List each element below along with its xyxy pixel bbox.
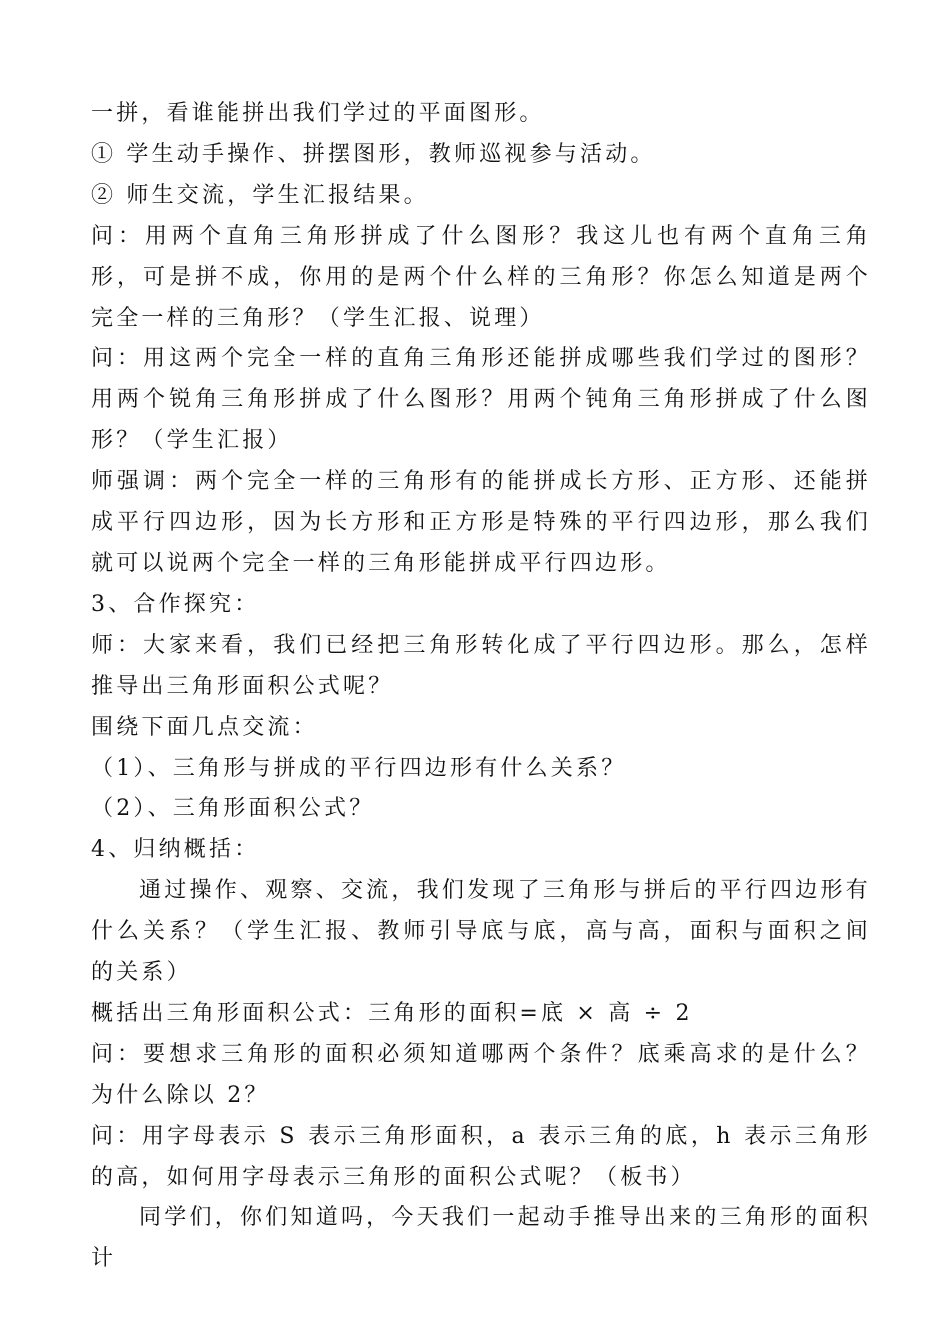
section-heading-4: 4、归纳概括： — [91, 837, 260, 863]
paragraph-17: 同学们，你们知道吗，今天我们一起动手推导出来的三角形的面积计 — [91, 1205, 871, 1272]
paragraph-13: 通过操作、观察、交流，我们发现了三角形与拼后的平行四边形有什么关系？（学生汇报、教师引导底与底，高与高，面积与面积之间的关系） — [91, 878, 871, 986]
section-heading-3: 3、合作探究： — [91, 591, 260, 617]
paragraph-4: 问：用两个直角三角形拼成了什么图形？我这儿也有两个直角三角形，可是拼不成，你用的是两个什么样的三角形？你怎么知道是两个完全一样的三角形？（学生汇报、说理） — [91, 223, 871, 331]
document-body — [91, 94, 871, 1280]
list-item-2: （2）、三角形面积公式？ — [91, 796, 375, 822]
list-item-1: （1）、三角形与拼成的平行四边形有什么关系？ — [91, 755, 627, 781]
paragraph-3: ② 师生交流，学生汇报结果。 — [91, 182, 429, 208]
paragraph-5: 问：用这两个完全一样的直角三角形还能拼成哪些我们学过的图形？用两个锐角三角形拼成了什么图形？用两个钝角三角形拼成了什么图形？（学生汇报） — [91, 346, 871, 454]
paragraph-9: 围绕下面几点交流： — [91, 714, 318, 740]
paragraph-15: 问：要想求三角形的面积必须知道哪两个条件？底乘高求的是什么？为什么除以 2？ — [91, 1041, 871, 1108]
paragraph-16: 问：用字母表示 S 表示三角形面积，a 表示三角的底，h 表示三角形的高，如何用字母表示三角形的面积公式呢？（板书） — [91, 1123, 871, 1190]
paragraph-1: 一拼，看谁能拼出我们学过的平面图形。 — [91, 101, 545, 126]
paragraph-8: 师：大家来看，我们已经把三角形转化成了平行四边形。那么，怎样推导出三角形面积公式呢？ — [91, 632, 871, 699]
paragraph-6: 师强调：两个完全一样的三角形有的能拼成长方形、正方形、还能拼成平行四边形，因为长方形和正方形是特殊的平行四边形，那么我们就可以说两个完全一样的三角形能拼成平行四边形。 — [91, 469, 871, 576]
formula-paragraph: 概括出三角形面积公式：三角形的面积=底 × 高 ÷ 2 — [91, 1000, 693, 1026]
paragraph-2: ① 学生动手操作、拼摆图形，教师巡视参与活动。 — [91, 141, 656, 167]
